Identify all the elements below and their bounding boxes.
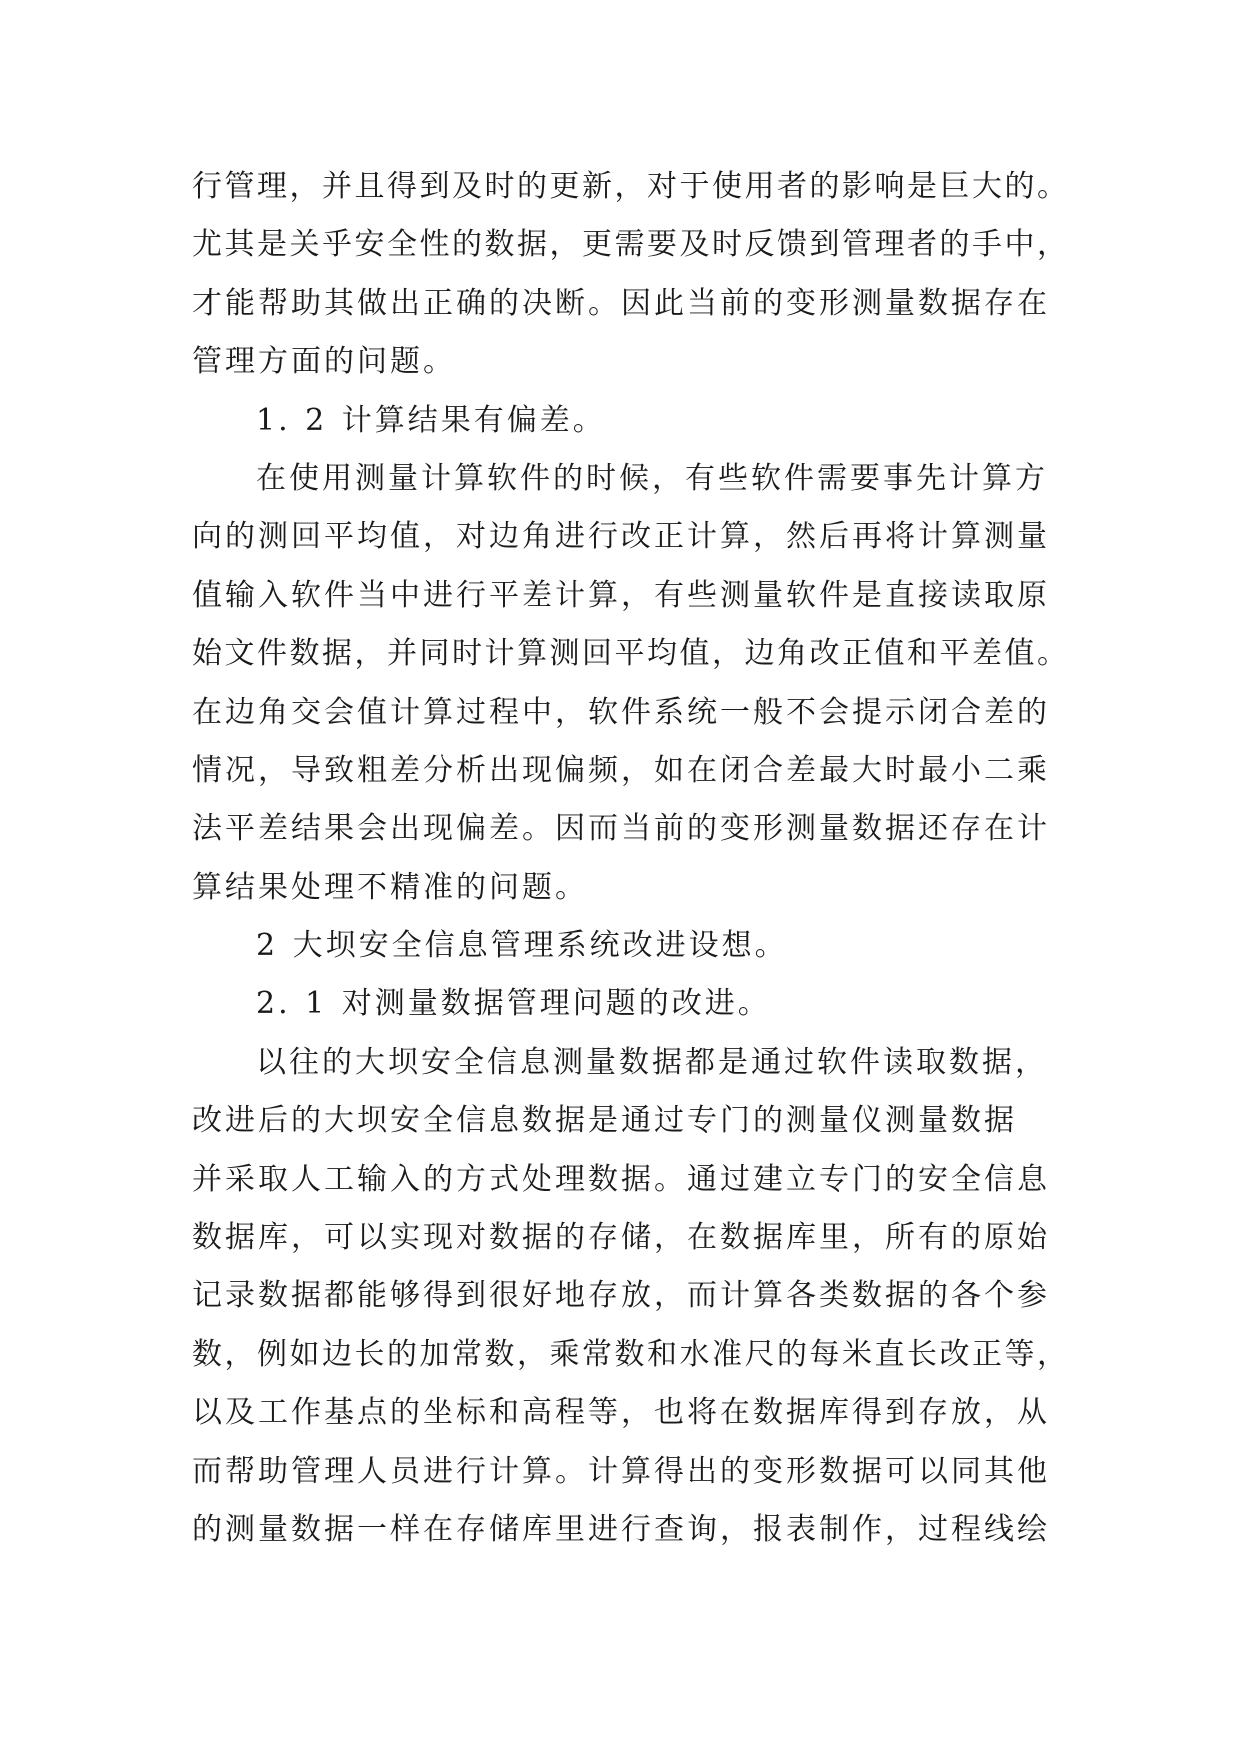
text-line: 记录数据都能够得到很好地存放，而计算各类数据的各个参 [192, 1278, 1050, 1314]
text-line: 数，例如边长的加常数，乘常数和水准尺的每米直长改正等， [192, 1336, 1070, 1372]
text-line: 以及工作基点的坐标和高程等，也将在数据库得到存放，从 [192, 1395, 1050, 1431]
document-body [192, 158, 1072, 1559]
text-line: 数据库，可以实现对数据的存储，在数据库里，所有的原始 [192, 1220, 1050, 1256]
text-line: 并采取人工输入的方式处理数据。通过建立专门的安全信息 [192, 1161, 1050, 1197]
text-line: 在边角交会值计算过程中，软件系统一般不会提示闭合差的 [192, 694, 1050, 730]
section-heading-1-2: 1. 2 计算结果有偏差。 [256, 402, 606, 438]
text-line: 行管理，并且得到及时的更新，对于使用者的影响是巨大的。 [192, 169, 1070, 204]
section-heading-2: 2 大坝安全信息管理系统改进设想。 [256, 928, 788, 964]
text-line: 算结果处理不精准的问题。 [192, 869, 588, 905]
text-line: 才能帮助其做出正确的决断。因此当前的变形测量数据存在 [192, 285, 1050, 321]
text-line: 始文件数据，并同时计算测回平均值，边角改正值和平差值。 [192, 636, 1070, 672]
text-line: 改进后的大坝安全信息数据是通过专门的测量仪测量数据 [192, 1103, 1017, 1139]
paragraph-start: 以往的大坝安全信息测量数据都是通过软件读取数据， [256, 1044, 1048, 1080]
text-line: 的测量数据一样在存储库里进行查询，报表制作，过程线绘 [192, 1511, 1050, 1547]
paragraph-start: 在使用测量计算软件的时候，有些软件需要事先计算方 [256, 460, 1048, 496]
section-heading-2-1: 2. 1 对测量数据管理问题的改进。 [256, 986, 771, 1022]
text-line: 值输入软件当中进行平差计算，有些测量软件是直接读取原 [192, 577, 1050, 613]
text-line: 管理方面的问题。 [192, 344, 456, 380]
text-line: 情况，导致粗差分析出现偏频，如在闭合差最大时最小二乘 [192, 752, 1050, 788]
text-line: 尤其是关乎安全性的数据，更需要及时反馈到管理者的手中， [192, 227, 1070, 263]
text-line: 向的测回平均值，对边角进行改正计算，然后再将计算测量 [192, 519, 1050, 555]
text-line: 而帮助管理人员进行计算。计算得出的变形数据可以同其他 [192, 1453, 1050, 1489]
text-line: 法平差结果会出现偏差。因而当前的变形测量数据还存在计 [192, 811, 1050, 847]
